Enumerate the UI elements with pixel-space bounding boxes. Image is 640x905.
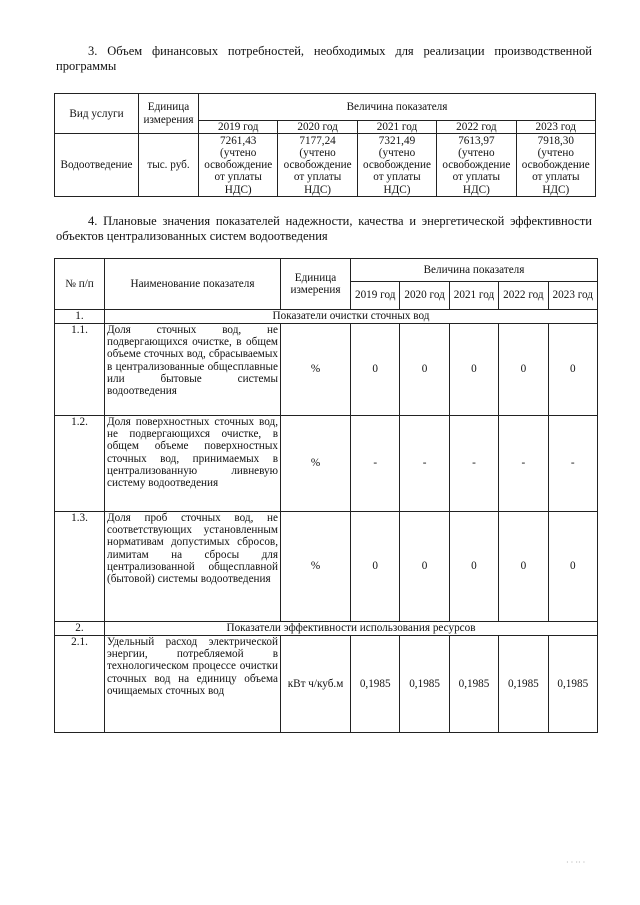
value-cell bbox=[437, 134, 516, 197]
row-value: 0,1985 bbox=[351, 636, 400, 733]
year-header: 2023 год bbox=[548, 282, 597, 310]
scan-specks: · · ·· · bbox=[566, 858, 586, 867]
group-title: Показатели очистки сточных вод bbox=[105, 310, 598, 324]
value: 7918,30 bbox=[537, 134, 574, 147]
row-value: 0 bbox=[499, 512, 548, 622]
year-header: 2021 год bbox=[449, 282, 498, 310]
row-value: 0 bbox=[351, 512, 400, 622]
year-header: 2020 год bbox=[400, 282, 449, 310]
row-name: Доля проб сточных вод, не соответствующих установленным нормативам допустимых сбросов, лимитам на сбросы для централизованной общесплавной (бытовой) системы водоотведения bbox=[105, 512, 281, 622]
value-cell bbox=[516, 134, 595, 197]
unit-cell: тыс. руб. bbox=[139, 134, 199, 197]
header-num: № п/п bbox=[55, 259, 105, 310]
value-cell bbox=[199, 134, 278, 197]
year-header: 2019 год bbox=[351, 282, 400, 310]
value: 7177,24 bbox=[299, 134, 336, 147]
row-value: 0,1985 bbox=[499, 636, 548, 733]
row-value: 0 bbox=[400, 512, 449, 622]
row-name: Доля сточных вод, не подвергающихся очистке, в общем объеме сточных вод, сбрасываемых в централизованные общесплавные или бытовые системы водоотведения bbox=[105, 324, 281, 416]
year-header: 2020 год bbox=[278, 121, 357, 134]
value: 7321,49 bbox=[378, 134, 416, 147]
value-cell bbox=[357, 134, 436, 197]
row-value: - bbox=[400, 416, 449, 512]
row-num: 1.1. bbox=[55, 324, 105, 416]
section-3-heading: 3. Объем финансовых потребностей, необходимых для реализации производственной программы bbox=[56, 44, 592, 73]
year-header: 2022 год bbox=[437, 121, 516, 134]
year-header: 2021 год bbox=[357, 121, 436, 134]
value: 7613,97 bbox=[458, 134, 495, 147]
row-unit: % bbox=[281, 416, 351, 512]
note: (учтено освобождение от уплаты НДС) bbox=[521, 146, 590, 196]
row-value: 0,1985 bbox=[449, 636, 498, 733]
header-value: Величина показателя bbox=[199, 94, 596, 121]
row-value: - bbox=[548, 416, 597, 512]
header-unit: Единица измерения bbox=[139, 94, 199, 134]
row-value: 0,1985 bbox=[400, 636, 449, 733]
year-header: 2023 год bbox=[516, 121, 595, 134]
row-value: 0,1985 bbox=[548, 636, 597, 733]
row-name: Удельный расход электрической энергии, потребляемой в технологическом процессе очистки сточных вод на единицу объема очищаемых сточных вод bbox=[105, 636, 281, 733]
group-title: Показатели эффективности использования ресурсов bbox=[105, 622, 598, 636]
row-unit: % bbox=[281, 512, 351, 622]
value: 7261,43 bbox=[220, 134, 257, 147]
row-value: 0 bbox=[449, 512, 498, 622]
row-value: 0 bbox=[400, 324, 449, 416]
row-value: 0 bbox=[548, 324, 597, 416]
row-value: - bbox=[449, 416, 498, 512]
section-4-heading: 4. Плановые значения показателей надежности, качества и энергетической эффективности объектов централизованных систем водоотведения bbox=[56, 214, 592, 243]
service-cell: Водоотведение bbox=[55, 134, 139, 197]
row-unit: кВт ч/куб.м bbox=[281, 636, 351, 733]
row-value: - bbox=[499, 416, 548, 512]
row-unit: % bbox=[281, 324, 351, 416]
note: (учтено освобождение от уплаты НДС) bbox=[442, 146, 511, 196]
header-value: Величина показателя bbox=[351, 259, 598, 282]
header-name: Наименование показателя bbox=[105, 259, 281, 310]
row-value: 0 bbox=[548, 512, 597, 622]
financial-needs-table bbox=[54, 93, 596, 197]
group-num: 2. bbox=[55, 622, 105, 636]
row-num: 1.2. bbox=[55, 416, 105, 512]
year-header: 2022 год bbox=[499, 282, 548, 310]
indicators-table bbox=[54, 258, 598, 733]
row-name: Доля поверхностных сточных вод, не подвергающихся очистке, в общем объеме поверхностных сточных вод, принимаемых в централизованную ливневую систему водоотведения bbox=[105, 416, 281, 512]
header-unit: Единица измерения bbox=[281, 259, 351, 310]
row-num: 1.3. bbox=[55, 512, 105, 622]
row-num: 2.1. bbox=[55, 636, 105, 733]
row-value: 0 bbox=[351, 324, 400, 416]
note: (учтено освобождение от уплаты НДС) bbox=[283, 146, 352, 196]
row-value: - bbox=[351, 416, 400, 512]
value-cell bbox=[278, 134, 357, 197]
row-value: 0 bbox=[499, 324, 548, 416]
group-num: 1. bbox=[55, 310, 105, 324]
note: (учтено освобождение от уплаты НДС) bbox=[204, 146, 273, 196]
header-service: Вид услуги bbox=[55, 94, 139, 134]
note: (учтено освобождение от уплаты НДС) bbox=[362, 146, 431, 196]
year-header: 2019 год bbox=[199, 121, 278, 134]
row-value: 0 bbox=[449, 324, 498, 416]
